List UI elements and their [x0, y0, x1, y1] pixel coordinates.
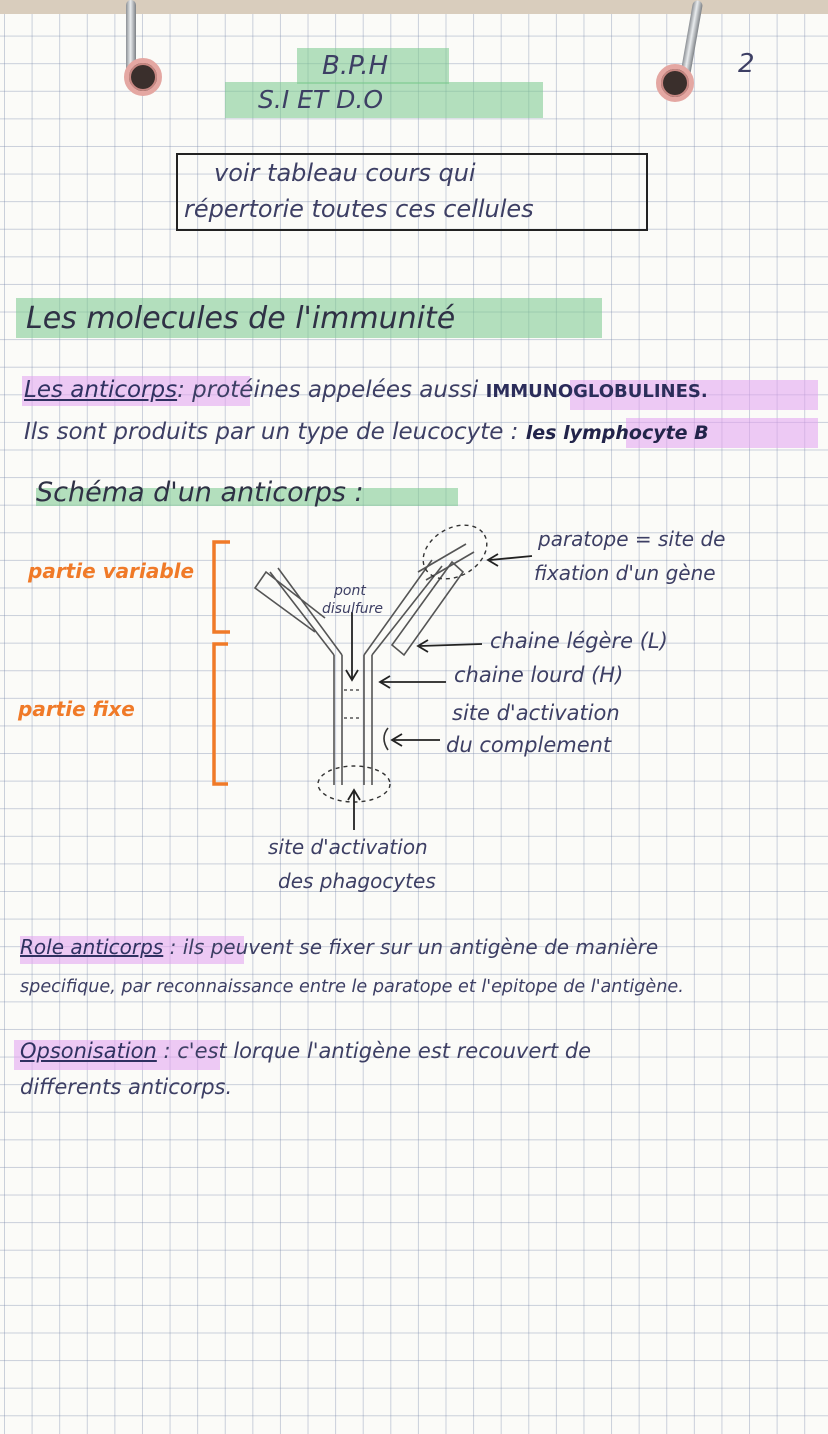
- note-box-line-1: voir tableau cours qui: [214, 159, 476, 187]
- definition-lymphocyte: les lymphocyte B: [525, 422, 709, 444]
- arrow-paratope: [490, 556, 532, 560]
- label-complement-1: site d'activation: [452, 701, 620, 725]
- label-fixed-part: partie fixe: [18, 697, 135, 721]
- note-box-line-2: répertorie toutes ces cellules: [184, 195, 534, 223]
- label-paratope-1: paratope = site de: [538, 527, 726, 551]
- bracket-fixed: [214, 644, 228, 784]
- definition-text-1: : protéines appelées aussi: [177, 377, 486, 403]
- header-line-2: S.I ET D.O: [258, 85, 384, 114]
- paratope-circle: [414, 514, 497, 590]
- label-disulfide-2: disulfure: [322, 601, 384, 617]
- disulfide-bridges: [344, 690, 362, 718]
- label-variable-part: partie variable: [28, 559, 195, 583]
- opsonisation-term: Opsonisation: [20, 1039, 157, 1063]
- role-line-2: specifique, par reconnaissance entre le paratope et l'epitope de l'antigène.: [20, 977, 684, 997]
- role-term: Role anticorps: [20, 935, 164, 959]
- bracket-variable: [214, 542, 230, 632]
- label-heavy-chain: chaine lourd (H): [454, 663, 624, 687]
- definition-text-2: Ils sont produits par un type de leucocyte :: [24, 419, 526, 445]
- label-disulfide-1: pont: [334, 583, 366, 599]
- opsonisation-text-1: : c'est lorque l'antigène est recouvert de: [156, 1039, 592, 1063]
- role-text-1: : ils peuvent se fixer sur un antigène de manière: [163, 935, 659, 959]
- label-paratope-2: fixation d'un gène: [534, 561, 716, 585]
- label-light-chain: chaine légère (L): [490, 629, 668, 653]
- page-number: 2: [738, 49, 755, 79]
- arrow-light-chain: [420, 644, 482, 646]
- definition-keyword: IMMUNOGLOBULINES.: [485, 381, 708, 402]
- complement-site-mark: [384, 728, 388, 750]
- label-complement-2: du complement: [446, 733, 612, 757]
- schema-title: Schéma d'un anticorps :: [36, 477, 364, 508]
- section-title: Les molecules de l'immunité: [26, 301, 456, 336]
- opsonisation-line-2: differents anticorps.: [20, 1075, 233, 1099]
- definition-term: Les anticorps: [24, 377, 178, 403]
- header-line-1: B.P.H: [322, 51, 389, 81]
- role-line-1: [20, 936, 658, 958]
- label-phagocytes-1: site d'activation: [268, 835, 428, 859]
- opsonisation-line-1: [20, 1040, 591, 1063]
- label-phagocytes-2: des phagocytes: [278, 869, 436, 893]
